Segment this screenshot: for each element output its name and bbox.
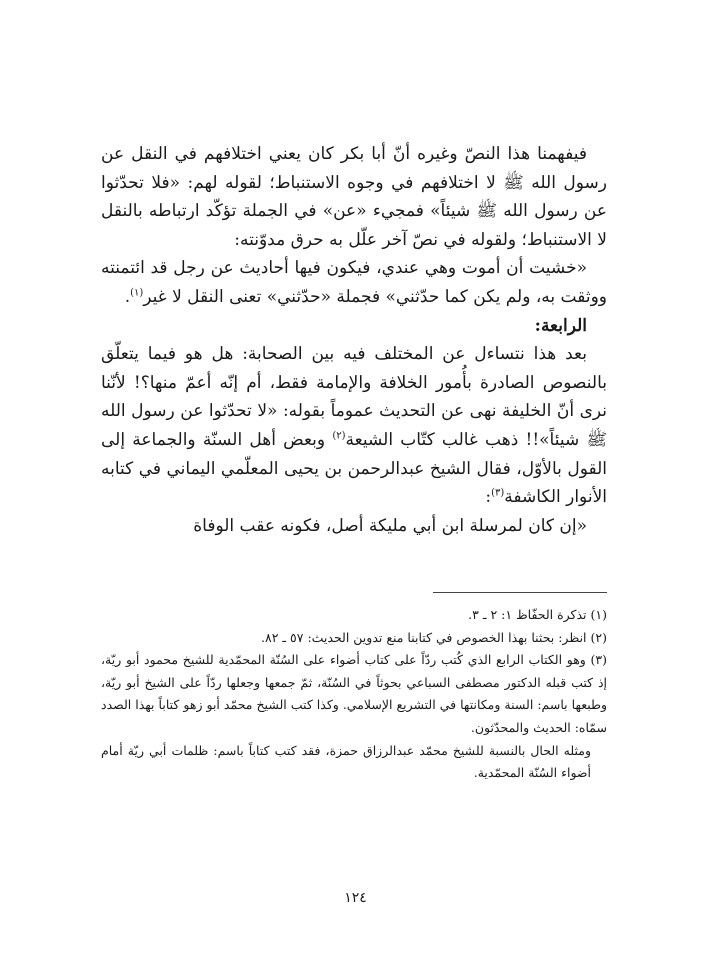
section-heading: الرابعة:	[534, 315, 587, 336]
footnote-ref-3[interactable]: (٣)	[491, 487, 505, 499]
footnote-ref-2[interactable]: (٢)	[332, 430, 346, 442]
paragraph-2	[101, 340, 607, 512]
footnote-3-continuation: ومثله الحال بالنسبة للشيخ محمّد عبدالرزاق حمزة، فقد كتب كتاباً باسم: ظلمات أبي ريّة أمام أضواء السُنّة المحمّدية.	[101, 742, 591, 781]
quote-end: .	[124, 286, 131, 307]
footnotes	[101, 604, 607, 785]
footnote-2: (٢) انظر: بحثنا بهذا الخصوص في كتابنا منع تدوين الحديث: ٥٧ ـ ٨٢.	[261, 629, 607, 645]
paragraph-2-text-b: وبعض أهل السنّة والجماعة إلى القول بالأوّل، فقال الشيخ عبدالرحمن بن يحيى المعلّمي اليماني في كتابه الأنوار الكاشفة	[101, 429, 607, 508]
page-number: ١٢٤	[344, 890, 367, 906]
quote-text: «خشيت أن أموت وهي عندي، فيكون فيها أحاديث عن رجل قد ائتمنته ووثقت به، ولم يكن كما حدّثني» فجملة «حدّثني» تعنى النقل لا غير	[101, 258, 607, 307]
quote-paragraph	[101, 254, 607, 311]
footnote-separator	[433, 592, 607, 593]
paragraph-1: فيفهمنا هذا النصّ وغيره أنّ أبا بكر كان يعني اختلافهم في النقل عن رسول الله ﷺ لا اختلافهم في وجوه الاستنباط؛ لقوله لهم: «فلا تحدّثوا عن رسول الله ﷺ شيئاً» فمجيء «عن» في الجملة تؤكّد ارتباطه بالنقل لا الاستنباط؛ ولقوله في نصّ آخر علّل به حرق مدوّنته:	[101, 144, 607, 250]
footnote-1: (١) تذكرة الحفّاظ ١: ٢ ـ ٣.	[468, 607, 607, 622]
footnote-3: (٣) وهو الكتاب الرابع الذي كُتب ردّاً على كتاب أضواء على السُنّة المحمّدية للشيخ محمود أبو ريّة، إذ كتب قبله الدكتور مصطفى السباعي بحوثاً في السُنّة، ثمّ جمعها وجعلها ردّاً على الشيخ أبو ريّة، وطبعها باسم: السنة ومكانتها في التشريع الإسلامي. وكذا كتب الشيخ محمّد أبو زهو كتاباً بهذا الصدد سمّاه: الحديث والمحدّثون.	[101, 652, 607, 735]
paragraph-3: «إن كان لمرسلة ابن أبي مليكة أصل، فكونه عقب الوفاة	[193, 515, 587, 536]
paragraph-2-text-c: :	[485, 487, 492, 508]
main-text	[101, 140, 607, 540]
paragraph-2-text-a: بعد هذا نتساءل عن المختلف فيه بين الصحابة: هل هو فيما يتعلّق بالنصوص الصادرة بأُمور الخلافة والإمامة فقط، أم إنّه أعمّ منها؟! لأنّنا نرى أنّ الخليفة نهى عن التحديث عموماً بقوله: «لا تحدّثوا عن رسول الله ﷺ شيئاً»!! ذهب غالب كتّاب الشيعة	[101, 344, 607, 450]
footnote-ref-1[interactable]: (١)	[130, 287, 144, 299]
